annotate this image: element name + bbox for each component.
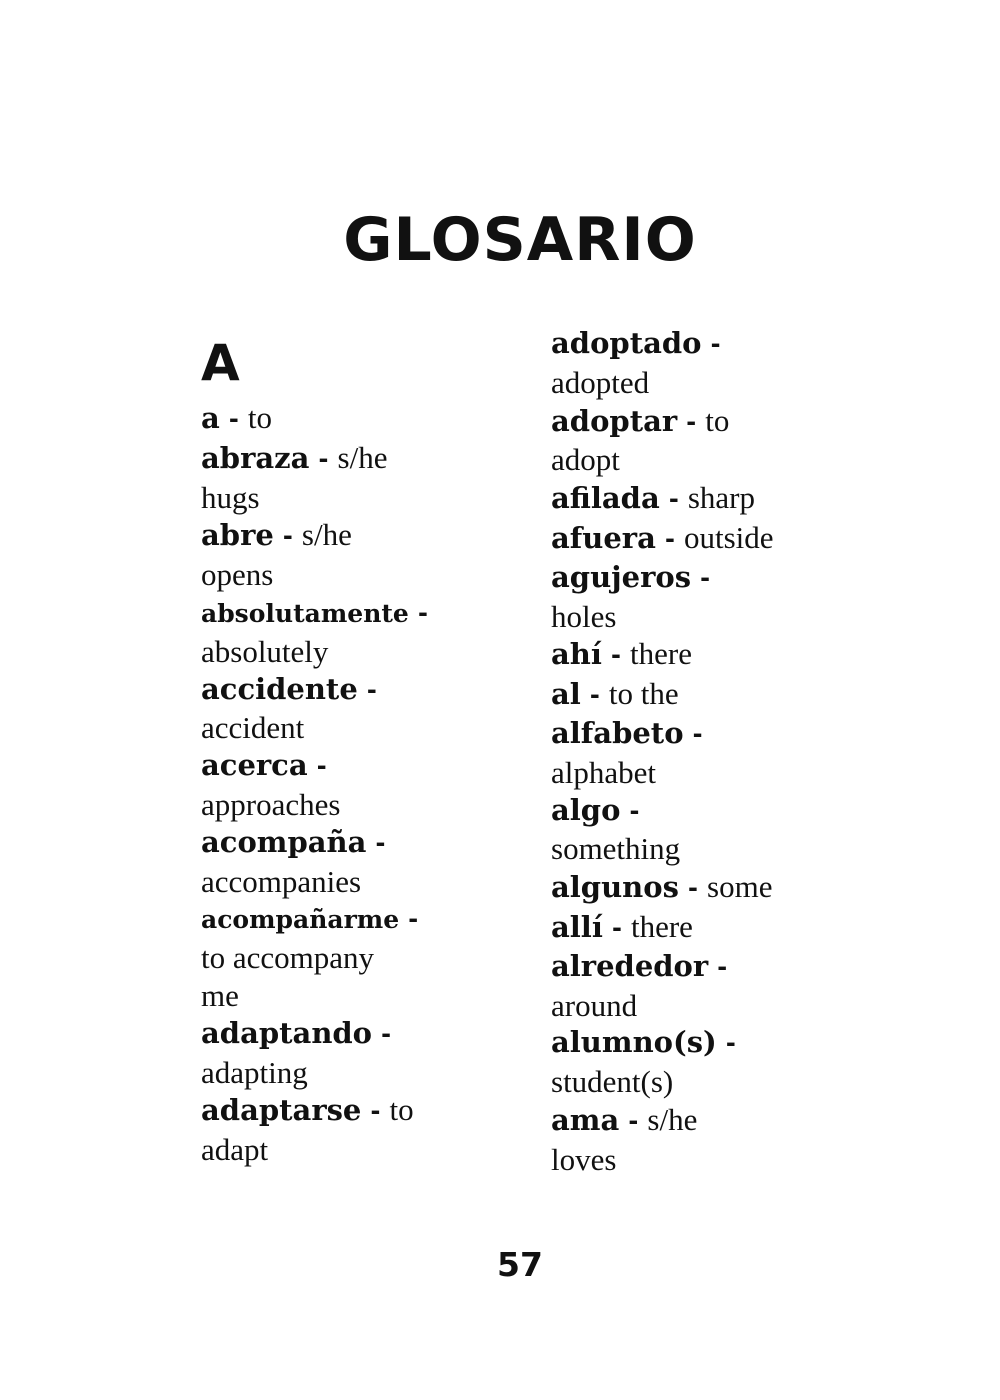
entry-term: afilada	[551, 481, 660, 516]
glossary-entry	[201, 671, 501, 748]
glossary-entry	[551, 1024, 871, 1101]
entry-term: algunos	[551, 870, 679, 905]
entry-term: alrededor	[551, 948, 709, 983]
entry-term: al	[551, 677, 581, 712]
entry-first-line	[201, 824, 501, 863]
entry-first-line	[551, 479, 871, 519]
entry-definition-continued: accident	[201, 710, 305, 746]
entry-definition-continued: adopt	[551, 442, 620, 478]
entry-dash: -	[590, 679, 600, 712]
entry-definition: there	[630, 908, 693, 944]
glossary-entry	[551, 635, 871, 675]
entry-definition-continued: me	[201, 977, 239, 1013]
entry-list-left	[201, 399, 501, 1169]
entry-definition-continued: alphabet	[551, 754, 657, 790]
entry-definition-continued: holes	[551, 598, 617, 634]
entry-term: ama	[551, 1102, 620, 1137]
entry-definition: to	[705, 402, 730, 438]
entry-first-line	[551, 1024, 871, 1063]
entry-first-line	[551, 792, 871, 831]
entry-first-line	[551, 402, 871, 442]
entry-definition-continued: approaches	[201, 786, 341, 822]
entry-dash: -	[726, 1027, 736, 1060]
entry-definition: to	[389, 1092, 414, 1128]
entry-term: alumno(s)	[551, 1025, 717, 1060]
entry-definition: to the	[608, 676, 679, 712]
entry-term: abre	[201, 518, 274, 553]
entry-definition-continued: loves	[551, 1141, 617, 1177]
entry-first-line	[551, 675, 871, 715]
entry-dash: -	[283, 520, 293, 553]
glossary-entry	[201, 594, 501, 671]
entry-term: adaptarse	[201, 1093, 362, 1128]
entry-term: ahí	[551, 637, 602, 672]
entry-dash: -	[408, 903, 419, 936]
entry-dash: -	[418, 596, 428, 629]
glossary-entry	[201, 1091, 501, 1169]
entry-first-line	[201, 439, 501, 479]
entry-first-line	[201, 1015, 501, 1054]
entry-dash: -	[717, 950, 728, 983]
entry-definition-continued: around	[551, 987, 638, 1023]
entry-dash: -	[316, 750, 327, 783]
entry-dash: -	[688, 872, 698, 905]
glossary-entry	[551, 519, 871, 559]
entry-first-line	[201, 594, 501, 633]
entry-definition-continued: absolutely	[201, 633, 329, 669]
entry-term: adaptando	[201, 1015, 373, 1050]
entry-first-line	[551, 948, 871, 987]
entry-dash: -	[692, 717, 703, 750]
entry-dash: -	[628, 1104, 639, 1137]
entry-definition-continued: adapting	[201, 1054, 308, 1090]
glossary-entry	[551, 908, 871, 948]
entry-definition: some	[707, 869, 773, 905]
entry-definition: s/he	[337, 439, 388, 475]
entry-first-line	[201, 516, 501, 556]
entry-definition: s/he	[301, 517, 352, 553]
entry-first-line	[551, 559, 871, 598]
page-title: GLOSARIO	[343, 205, 697, 275]
entry-first-line	[201, 671, 501, 710]
entry-term: acerca	[201, 748, 308, 783]
entry-dash: -	[686, 405, 697, 438]
glossary-entry	[551, 948, 871, 1025]
glossary-entry	[551, 792, 871, 869]
glossary-column-right	[551, 325, 871, 1179]
glossary-entry	[551, 559, 871, 636]
entry-definition: there	[630, 636, 692, 672]
entry-definition: sharp	[687, 480, 756, 516]
entry-dash: -	[629, 794, 640, 827]
entry-definition-continued: opens	[201, 557, 274, 593]
entry-definition: to	[247, 400, 273, 435]
entry-dash: -	[710, 328, 721, 360]
entry-dash: -	[668, 483, 679, 516]
entry-first-line	[201, 900, 501, 939]
entry-definition-continued: student(s)	[551, 1064, 674, 1100]
entry-first-line	[551, 715, 871, 754]
glossary-entry	[551, 675, 871, 715]
entry-term: abraza	[201, 440, 310, 475]
glossary-entry	[551, 325, 871, 402]
glossary-entry	[201, 439, 501, 517]
entry-list-right	[551, 325, 871, 1179]
entry-definition-continued: adapt	[201, 1132, 269, 1168]
entry-definition-continued: adopted	[551, 364, 650, 400]
entry-first-line	[551, 519, 871, 559]
entry-term: acompañarme	[201, 905, 400, 935]
entry-dash: -	[665, 522, 675, 555]
glossary-entry	[551, 715, 871, 792]
entry-dash: -	[367, 673, 377, 706]
entry-term: adoptado	[551, 326, 702, 360]
entry-term: accidente	[201, 671, 358, 706]
entry-term: afuera	[551, 520, 656, 555]
entry-term: algo	[551, 792, 621, 827]
entry-definition-continued: something	[551, 831, 681, 867]
entry-definition: outside	[683, 519, 774, 555]
entry-first-line	[551, 635, 871, 675]
entry-term: allí	[551, 909, 603, 944]
entry-first-line	[201, 747, 501, 786]
entry-definition-continued: accompanies	[201, 863, 362, 899]
entry-dash: -	[611, 639, 621, 672]
entry-term: acompaña	[201, 824, 367, 859]
page-number: 57	[497, 1245, 543, 1284]
entry-dash: -	[318, 442, 329, 475]
glossary-column-left	[201, 325, 501, 1169]
glossary-entry	[201, 516, 501, 594]
entry-first-line	[201, 1091, 501, 1131]
glossary-entry	[201, 900, 501, 1014]
entry-term: adoptar	[551, 403, 678, 438]
entry-definition-continued: hugs	[201, 479, 260, 515]
entry-term: alfabeto	[551, 715, 684, 750]
glossary-entry	[551, 479, 871, 519]
entry-definition: s/he	[647, 1101, 698, 1137]
entry-term: absolutamente	[201, 598, 409, 628]
glossary-entry	[201, 399, 501, 439]
entry-dash: -	[381, 1017, 391, 1050]
glossary-entry	[551, 1101, 871, 1179]
entry-term: a	[201, 401, 220, 435]
glossary-entry	[551, 868, 871, 908]
entry-dash: -	[375, 826, 386, 859]
entry-term: agujeros	[551, 559, 692, 594]
entry-dash: -	[700, 561, 710, 594]
glossary-entry	[201, 747, 501, 824]
entry-first-line	[201, 399, 501, 439]
glossary-entry	[551, 402, 871, 480]
glossary-entry	[201, 824, 501, 901]
entry-dash: -	[370, 1095, 381, 1128]
section-letter: A	[201, 334, 240, 392]
entry-first-line	[551, 868, 871, 908]
entry-first-line	[551, 325, 871, 364]
entry-dash: -	[612, 911, 622, 944]
entry-dash: -	[229, 403, 239, 435]
entry-first-line	[551, 1101, 871, 1141]
entry-definition-continued: to accompany	[201, 940, 375, 976]
glossary-entry	[201, 1015, 501, 1092]
entry-first-line	[551, 908, 871, 948]
